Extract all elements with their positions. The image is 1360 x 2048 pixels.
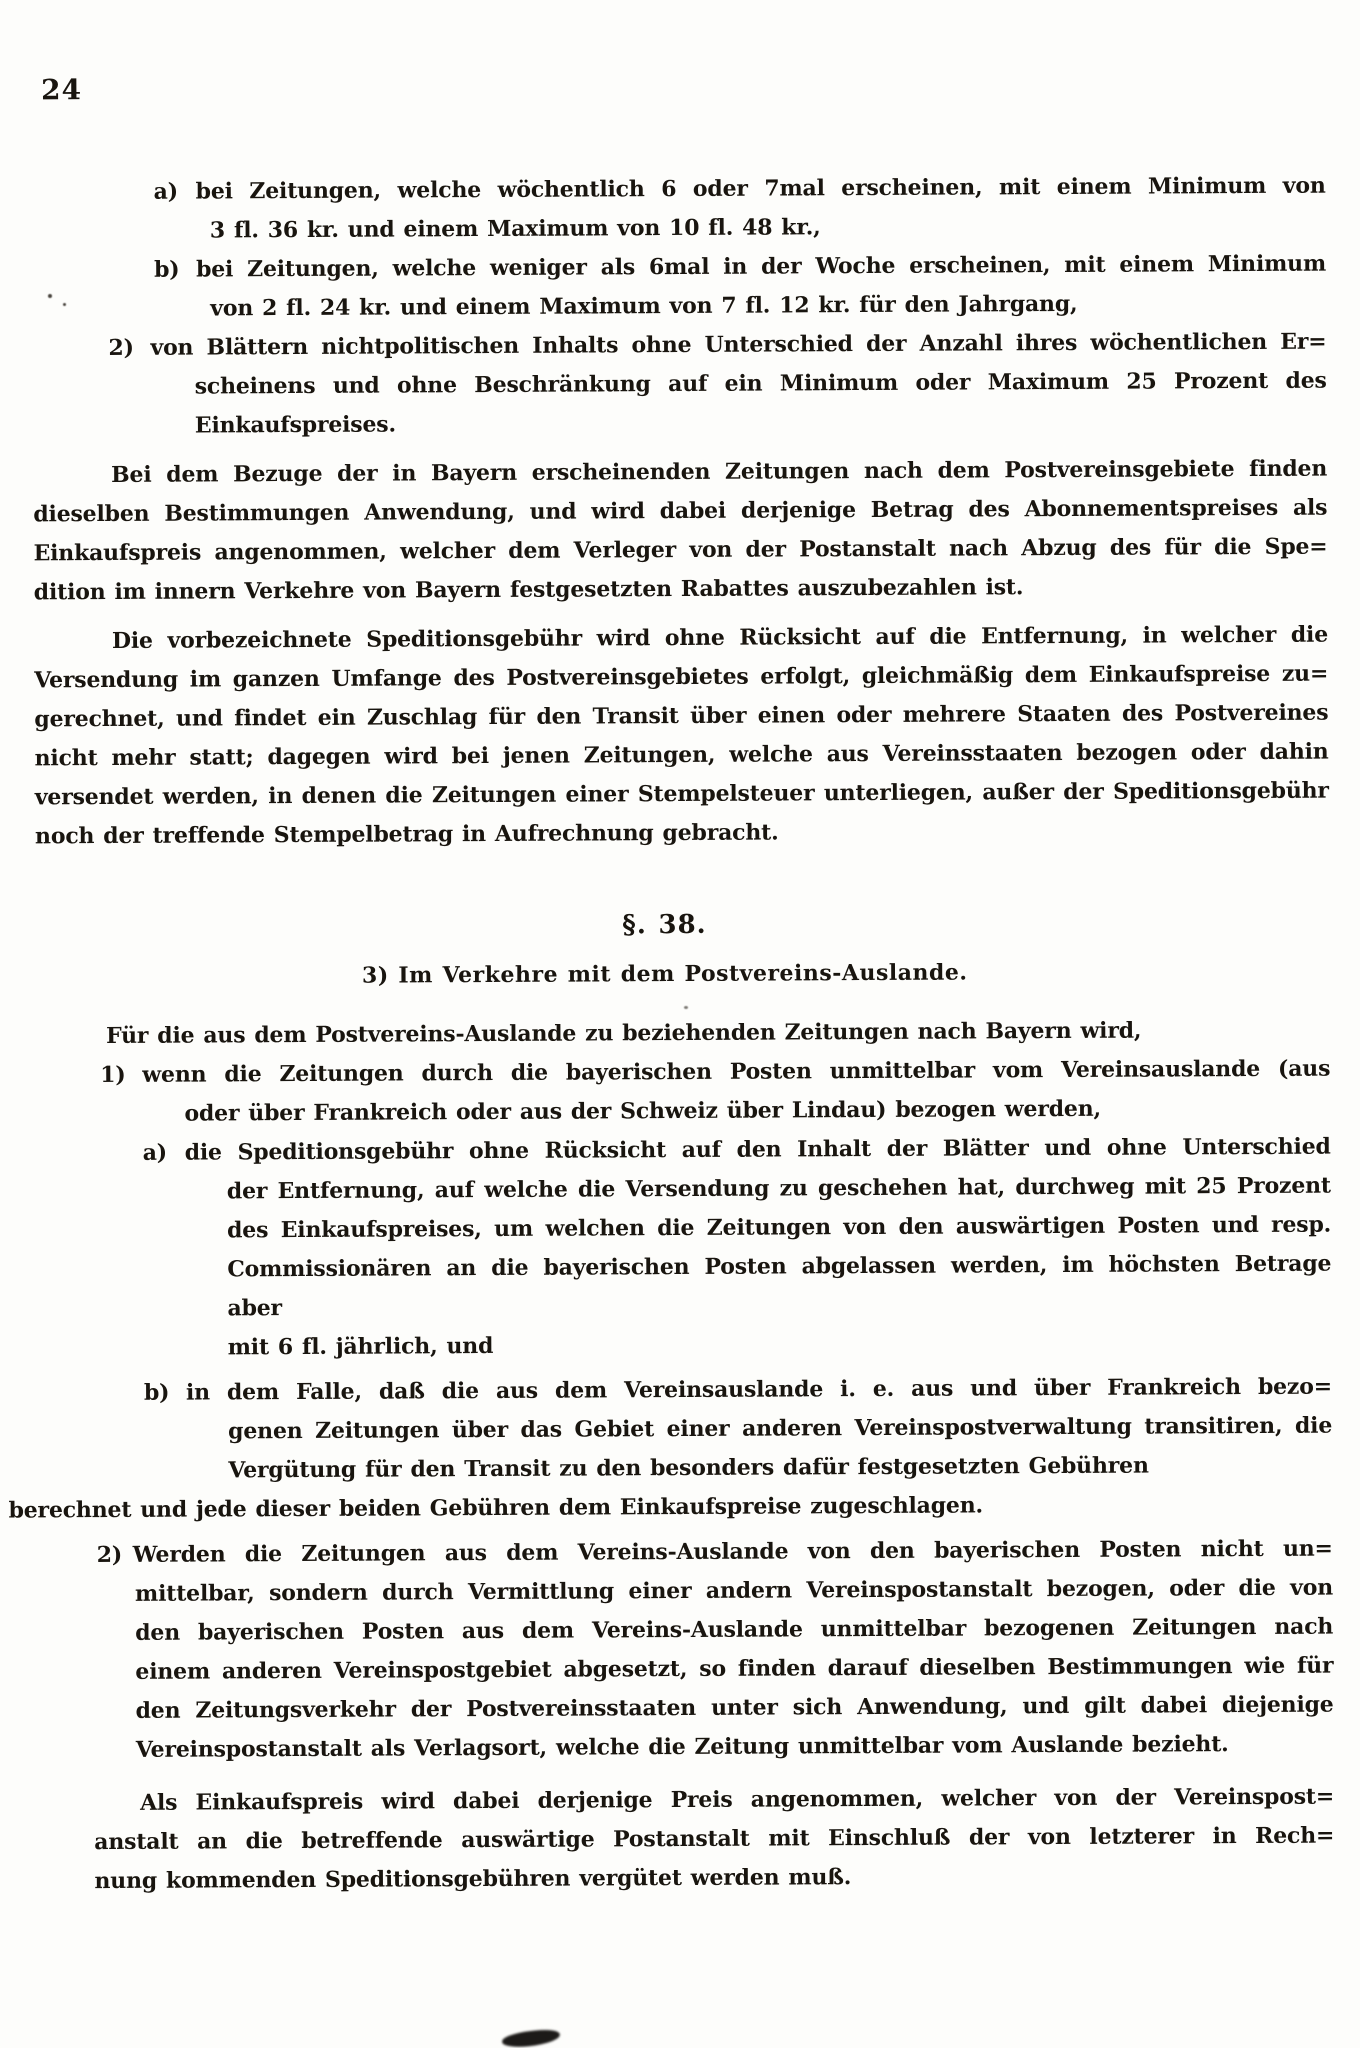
list-marker: a)	[142, 1139, 168, 1166]
list-marker: b)	[153, 256, 180, 283]
text-line: des Einkaufspreises, um welchen die Zeitungen von den auswärtigen Posten und resp.	[227, 1211, 1332, 1244]
text-body	[0, 166, 1360, 1901]
text-line: Commissionären an die bayerischen Posten abgelassen werden, im höchsten Betrage aber	[227, 1250, 1332, 1322]
text-line: b) in dem Falle, daß die aus dem Vereinsauslande i. e. aus und über Frankreich bezo=	[186, 1368, 1332, 1413]
text-line: dieselben Bestimmungen Anwendung, und wird dabei derjenige Betrag des Abonnementspreises als	[33, 494, 1328, 528]
para-bezug-bayern	[0, 449, 1358, 612]
text-line: berechnet und jede dieser beiden Gebühren dem Einkaufspreise zugeschlagen.	[8, 1492, 983, 1524]
page-number: 24	[41, 73, 83, 107]
text-line: 3 fl. 36 kr. und einem Maximum von 10 fl. 48 kr.,	[209, 214, 821, 244]
text-line: gerechnet, und findet ein Zuschlag für den Transit über einen oder mehrere Staaten des Postvereines	[34, 699, 1329, 733]
list-marker: 1)	[100, 1061, 126, 1089]
text-line: von 2 fl. 24 kr. und einem Maximum von 7 fl. 12 kr. für den Jahrgang,	[210, 290, 1078, 322]
text-line: 2) Werden die Zeitungen aus dem Vereins-Auslande von den bayerischen Posten nicht un=	[133, 1530, 1333, 1575]
text-line: §. 38.	[622, 909, 707, 941]
item-2-vermittlung	[3, 1529, 1360, 1770]
ink-speck	[48, 294, 52, 298]
line-berechnet	[2, 1484, 1360, 1530]
item-b-weekly-papers	[0, 244, 1356, 329]
text-line: mit 6 fl. jährlich, und	[227, 1332, 494, 1361]
text-line: der Entfernung, auf welche die Versendung zu geschehen hat, durchweg mit 25 Prozent	[226, 1172, 1331, 1205]
text-line: einem anderen Vereinspostgebiet abgesetzt, so finden darauf dieselben Bestimmungen wie für	[135, 1652, 1334, 1685]
section-subheading	[0, 951, 1360, 997]
text-line: b) bei Zeitungen, welche weniger als 6mal in der Woche erscheinen, mit einem Minimum	[196, 245, 1326, 290]
text-line: anstalt an die betreffende auswärtige Postanstalt mit Einschluß der von letzterer in Rech=	[94, 1822, 1335, 1856]
text-line: den Zeitungsverkehr der Postvereinsstaaten unter sich Anwendung, und gilt dabei diejenige	[135, 1691, 1334, 1724]
text-line: dition im innern Verkehre von Bayern festgesetzten Rabattes auszubezahlen ist.	[33, 574, 1024, 606]
list-marker: b)	[143, 1379, 170, 1406]
item-1a-speditionsgebuehr	[1, 1127, 1360, 1368]
text-line: nung kommenden Speditionsgebühren vergütet werden muß.	[94, 1864, 852, 1895]
item-a-weekly-papers	[0, 166, 1356, 251]
ink-speck	[63, 303, 66, 306]
text-line: Versendung im ganzen Umfange des Postvereinsgebietes erfolgt, gleichmäßig dem Einkaufspreise zu=	[34, 660, 1329, 694]
list-marker: 2)	[108, 334, 134, 361]
item-2-nonpolitical	[0, 322, 1357, 446]
text-line: Einkaufspreises.	[194, 411, 396, 439]
text-line: Für die aus dem Postvereins-Auslande zu beziehenden Zeitungen nach Bayern wird,	[105, 1017, 1142, 1050]
text-line: scheinens und ohne Beschränkung auf ein Minimum oder Maximum 25 Prozent des	[194, 367, 1327, 400]
text-line: Einkaufspreis angenommen, welcher dem Verleger von der Postanstalt nach Abzug des für die Spe=	[33, 533, 1328, 567]
text-line: oder über Frankreich oder aus der Schweiz über Lindau) bezogen werden,	[184, 1095, 1102, 1127]
text-line: a) die Speditionsgebühr ohne Rücksicht auf den Inhalt der Blätter und ohne Unterschied	[185, 1128, 1331, 1173]
text-line: Vereinspostanstalt als Verlagsort, welche die Zeitung unmittelbar vom Auslande bezieht.	[135, 1731, 1229, 1763]
text-line: 3) Im Verkehre mit dem Postvereins-Auslande.	[361, 959, 968, 989]
text-line: Vergütung für den Transit zu den besonders dafür festgesetzten Gebühren	[228, 1452, 1149, 1484]
text-line: mittelbar, sondern durch Vermittlung einer andern Vereinspostanstalt bezogen, oder die von	[134, 1574, 1334, 1607]
text-line: versendet werden, in denen die Zeitungen einer Stempelsteuer unterliegen, außer der Speditionsgebühr	[34, 777, 1329, 811]
text-line: den bayerischen Posten aus dem Vereins-Auslande unmittelbar bezogenen Zeitungen nach	[135, 1613, 1334, 1646]
list-marker: 2)	[96, 1541, 123, 1569]
text-line: noch der treffende Stempelbetrag in Aufrechnung gebracht.	[34, 819, 779, 850]
text-line: Bei dem Bezuge der in Bayern erscheinenden Zeitungen nach dem Postvereinsgebiete finden	[111, 455, 1328, 488]
text-line: a) bei Zeitungen, welche wöchentlich 6 oder 7mal erscheinen, mit einem Minimum von	[196, 167, 1326, 212]
text-line: 2) von Blättern nichtpolitischen Inhalts ohne Unterschied der Anzahl ihres wöchentlichen Er=	[150, 323, 1326, 368]
ink-speck	[684, 1006, 688, 1009]
list-marker: a)	[153, 178, 178, 205]
para-speditionsgebuehr	[0, 615, 1359, 856]
text-line: Die vorbezeichnete Speditionsgebühr wird ohne Rücksicht auf die Entfernung, in welcher die	[111, 621, 1329, 654]
para-einkaufspreis	[4, 1777, 1360, 1901]
text-line: genen Zeitungen über das Gebiet einer anderen Vereinspostverwaltung transitiren, die	[228, 1412, 1333, 1445]
item-1-unmittelbar	[0, 1049, 1360, 1134]
text-line: Als Einkaufspreis wird dabei derjenige Preis angenommen, welcher von der Vereinspost=	[140, 1783, 1335, 1816]
text-line: 1) wenn die Zeitungen durch die bayerischen Posten unmittelbar vom Vereinsauslande (aus	[142, 1050, 1330, 1095]
section-heading	[0, 899, 1360, 950]
text-line: nicht mehr statt; dagegen wird bei jenen Zeitungen, welche aus Vereinsstaaten bezogen oder dahin	[34, 738, 1329, 772]
item-1b-transit	[2, 1367, 1360, 1491]
